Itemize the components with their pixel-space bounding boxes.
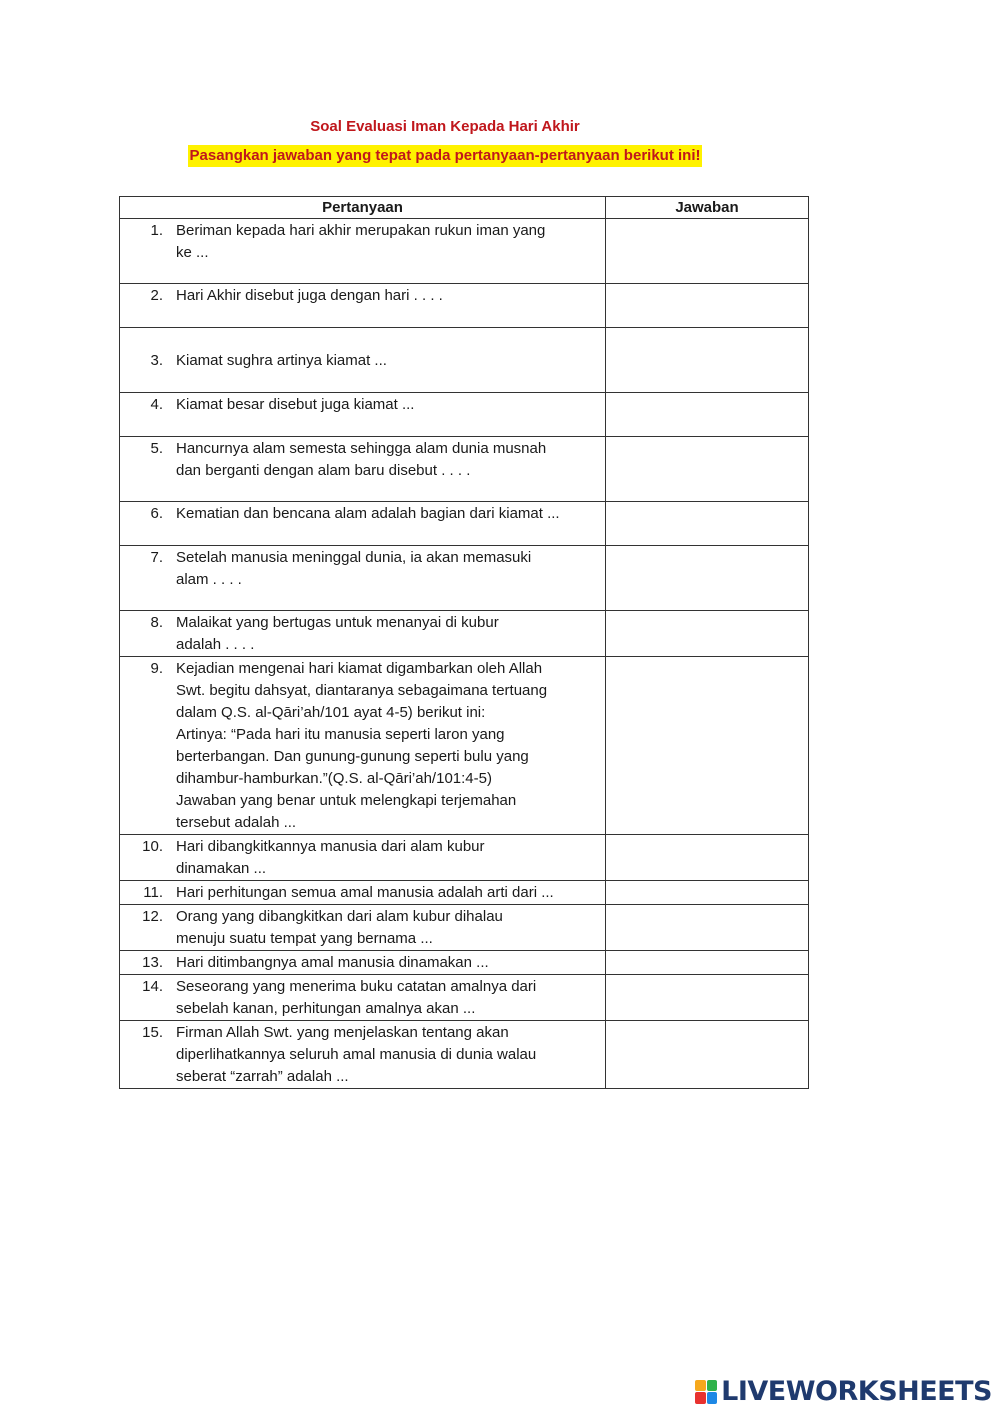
answer-cell <box>606 437 809 502</box>
question-text: Malaikat yang bertugas untuk menanyai di kubur adalah . . . . <box>176 614 499 653</box>
logo-square-4 <box>707 1392 718 1404</box>
question-text: Kematian dan bencana alam adalah bagian dari kiamat ... <box>176 505 560 522</box>
answer-input[interactable] <box>606 459 808 479</box>
question-text: Hari ditimbangnya amal manusia dinamakan ... <box>176 954 489 971</box>
logo-square-3 <box>695 1392 706 1404</box>
answer-cell <box>606 502 809 546</box>
table-row <box>120 328 809 393</box>
question-cell <box>120 546 606 611</box>
table-row <box>120 502 809 546</box>
logo-square-2 <box>707 1380 718 1392</box>
table-row <box>120 905 809 951</box>
table-row <box>120 881 809 905</box>
table-row <box>120 951 809 975</box>
table-header-row <box>120 197 809 219</box>
table-row <box>120 393 809 437</box>
question-number: 10. <box>142 838 163 855</box>
question-text: Firman Allah Swt. yang menjelaskan tentang akan diperlihatkannya seluruh amal manusia di dunia walau seberat “zarrah” adalah ... <box>176 1024 537 1085</box>
answer-input[interactable] <box>606 953 808 973</box>
answer-input[interactable] <box>606 988 808 1008</box>
question-cell <box>120 835 606 881</box>
liveworksheets-logo <box>695 1376 992 1407</box>
question-cell <box>120 951 606 975</box>
question-cell <box>120 502 606 546</box>
answer-input[interactable] <box>606 883 808 903</box>
answer-input[interactable] <box>606 514 808 534</box>
logo-square-1 <box>695 1380 706 1392</box>
answer-input[interactable] <box>606 736 808 756</box>
answer-cell <box>606 835 809 881</box>
question-number: 3. <box>150 352 163 369</box>
question-text: Kiamat sughra artinya kiamat ... <box>176 352 387 369</box>
answer-input[interactable] <box>606 241 808 261</box>
instruction-wrapper <box>0 145 890 167</box>
question-number: 15. <box>142 1024 163 1041</box>
question-text: Beriman kepada hari akhir merupakan rukun iman yang ke ... <box>176 222 546 261</box>
question-cell <box>120 1021 606 1089</box>
question-number: 1. <box>150 222 163 239</box>
question-number: 7. <box>150 549 163 566</box>
instruction-text: Pasangkan jawaban yang tepat pada pertanyaan-pertanyaan berikut ini! <box>188 145 703 167</box>
answer-cell <box>606 1021 809 1089</box>
worksheet-title: Soal Evaluasi Iman Kepada Hari Akhir <box>310 118 580 135</box>
answer-input[interactable] <box>606 568 808 588</box>
question-text: Hancurnya alam semesta sehingga alam dunia musnah dan berganti dengan alam baru disebut . . . . <box>176 440 547 479</box>
question-text: Hari Akhir disebut juga dengan hari . . . . <box>176 287 443 304</box>
question-number: 6. <box>150 505 163 522</box>
logo-text: LIVEWORKSHEETS <box>721 1376 992 1407</box>
question-text: Setelah manusia meninggal dunia, ia akan memasuki alam . . . . <box>176 549 532 588</box>
question-text: Orang yang dibangkitkan dari alam kubur dihalau menuju suatu tempat yang bernama ... <box>176 908 503 947</box>
answer-cell <box>606 328 809 393</box>
question-text: Kiamat besar disebut juga kiamat ... <box>176 396 415 413</box>
question-cell <box>120 611 606 657</box>
question-cell <box>120 657 606 835</box>
question-text: Hari perhitungan semua amal manusia adalah arti dari ... <box>176 884 554 901</box>
question-number: 8. <box>150 614 163 631</box>
answer-cell <box>606 905 809 951</box>
answer-input[interactable] <box>606 350 808 370</box>
answer-input[interactable] <box>606 918 808 938</box>
table-row <box>120 835 809 881</box>
answer-cell <box>606 219 809 284</box>
answer-input[interactable] <box>606 624 808 644</box>
question-cell <box>120 905 606 951</box>
question-number: 13. <box>142 954 163 971</box>
question-number: 9. <box>150 660 163 677</box>
question-cell <box>120 881 606 905</box>
table-row <box>120 219 809 284</box>
question-cell <box>120 219 606 284</box>
question-text: Kejadian mengenai hari kiamat digambarkan oleh Allah Swt. begitu dahsyat, diantaranya sebagaimana tertuang dalam Q.S. al-Qāri’ah/101 ayat 4-5) berikut ini: Artinya: “Pada hari itu manusia seperti laron yang berterbangan. Dan gunung-gunung seperti bulu yang dihambur-hamburkan.”(Q.S. al-Qāri’ah/101:4-5) Jawaban yang benar untuk melengkapi terjemahan tersebut adalah ... <box>176 660 548 831</box>
question-cell <box>120 284 606 328</box>
answer-cell <box>606 881 809 905</box>
question-number: 14. <box>142 978 163 995</box>
question-number: 2. <box>150 287 163 304</box>
table-row <box>120 284 809 328</box>
question-text: Seseorang yang menerima buku catatan amalnya dari sebelah kanan, perhitungan amalnya akan ... <box>176 978 537 1017</box>
table-row <box>120 657 809 835</box>
answer-cell <box>606 611 809 657</box>
answer-cell <box>606 393 809 437</box>
question-text: Hari dibangkitkannya manusia dari alam kubur dinamakan ... <box>176 838 485 877</box>
table-row <box>120 975 809 1021</box>
question-number: 12. <box>142 908 163 925</box>
question-cell <box>120 328 606 393</box>
table-row <box>120 611 809 657</box>
answer-cell <box>606 284 809 328</box>
answer-input[interactable] <box>606 405 808 425</box>
logo-icon <box>695 1380 717 1404</box>
table-row <box>120 437 809 502</box>
question-cell <box>120 393 606 437</box>
answer-cell <box>606 951 809 975</box>
question-number: 4. <box>150 396 163 413</box>
question-cell <box>120 975 606 1021</box>
header-question: Pertanyaan <box>120 197 606 219</box>
table-row <box>120 1021 809 1089</box>
question-number: 5. <box>150 440 163 457</box>
question-number: 11. <box>143 884 163 901</box>
answer-input[interactable] <box>606 296 808 316</box>
question-cell <box>120 437 606 502</box>
answer-cell <box>606 975 809 1021</box>
answer-input[interactable] <box>606 1045 808 1065</box>
answer-cell <box>606 546 809 611</box>
header-answer: Jawaban <box>606 197 809 219</box>
answer-cell <box>606 657 809 835</box>
answer-input[interactable] <box>606 848 808 868</box>
table-row <box>120 546 809 611</box>
question-answer-table <box>119 196 809 1089</box>
